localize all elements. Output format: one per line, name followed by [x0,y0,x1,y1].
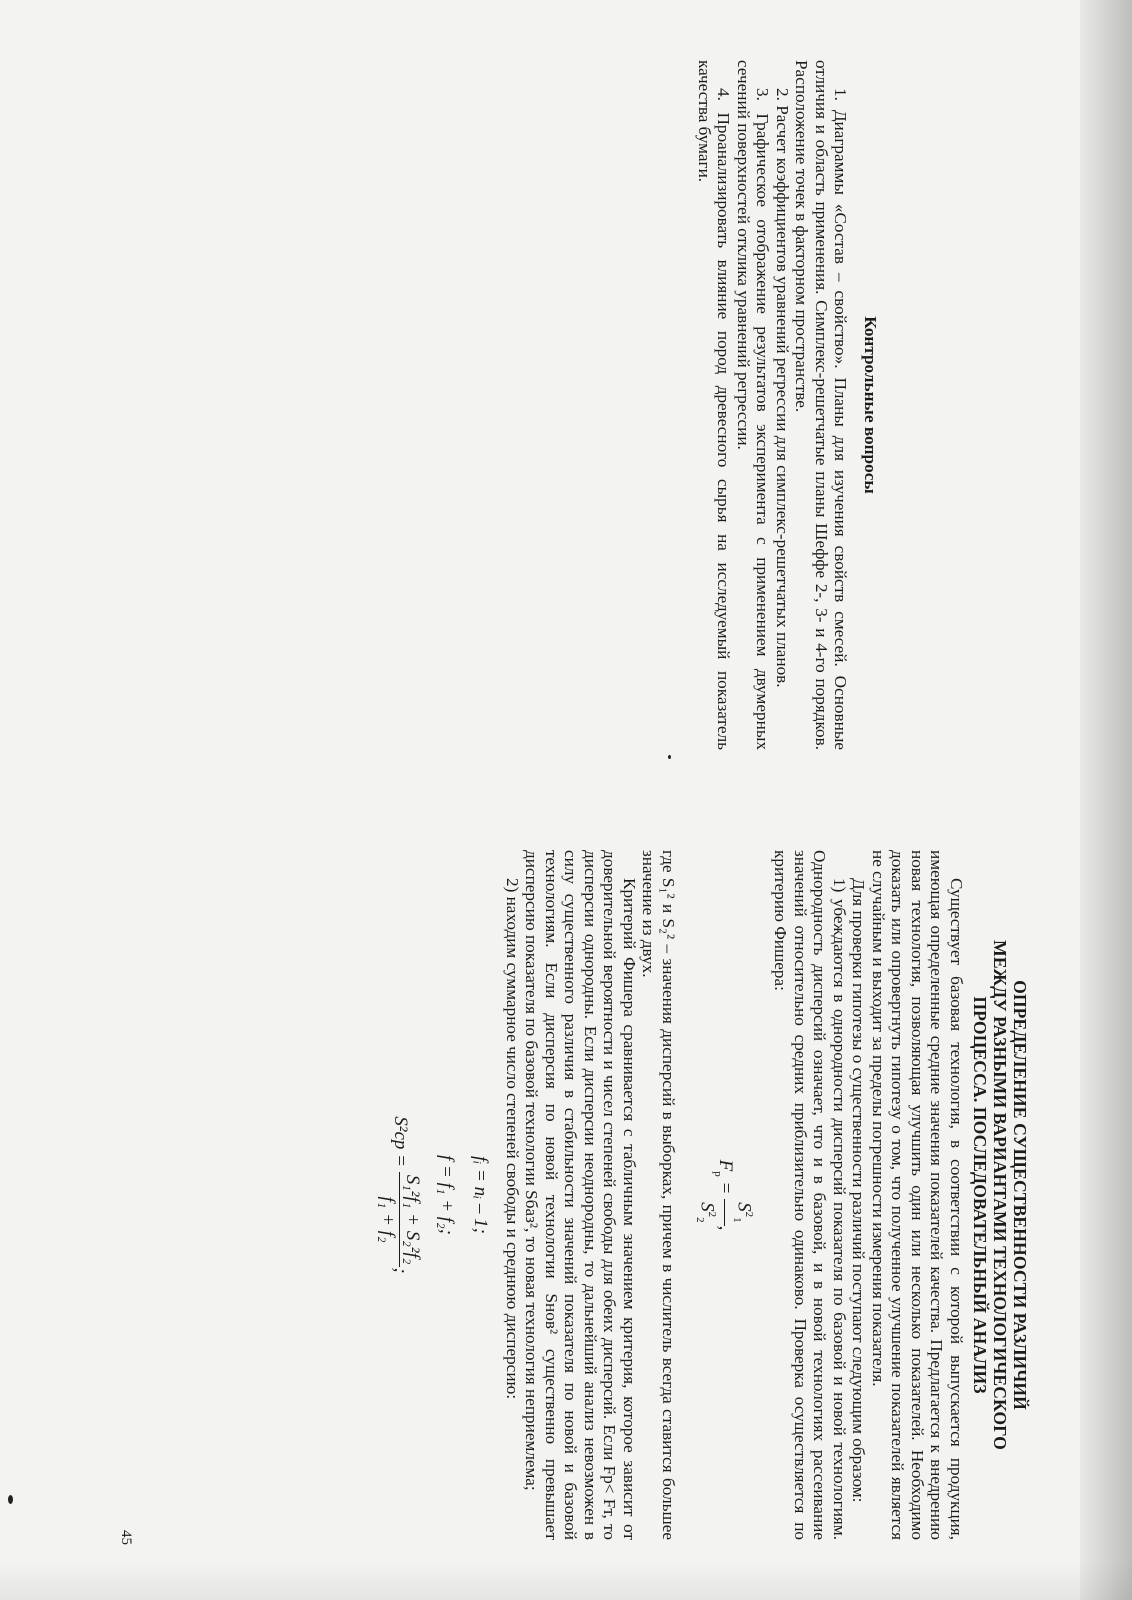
equation-fi: fᵢ = nᵢ – 1; [470,1156,492,1234]
questions-column [695,60,1031,750]
paragraph: 2) находим суммарное число степеней свободы и среднюю дисперсию: [502,878,522,1400]
question-item: 3. Графическое отображение результатов эксперимента с применением двумерных сечений поверхностей отклика уравнений регрессии. [734,60,773,750]
equation-f: f = f₁ + f₂; [436,1154,458,1236]
section-title [970,850,1030,1540]
scan-speck [668,755,671,759]
equation-mean-variance: S²ср = S₁²f₁ + S₂²f₂ f₁ + f₂ ; [377,1116,424,1274]
fisher-fraction: $S^2_1$ $S^2_2$ [688,1199,761,1226]
section-title-line: МЕЖДУ РАЗНЫМИ ВАРИАНТАМИ ТЕХНОЛОГИЧЕСКОГО [990,940,1010,1450]
scan-speck [8,1495,13,1504]
section-title-line: ОПРЕДЕЛЕНИЕ СУЩЕСТВЕННОСТИ РАЗЛИЧИЙ [1010,980,1030,1410]
scanned-page [118,60,1030,1545]
mean-variance-fraction: S₁²f₁ + S₂²f₂ f₁ + f₂ [375,1172,424,1268]
question-item: 1. Диаграммы «Состав – свойство». Планы для изучения свойств смесей. Основные отличия и область применения. Симплекс-решетчатые планы Шеффе 2-, 3- и 4-го порядков. Расположение точек в факторном пространстве. [792,60,851,750]
scan-shadow-right [1080,0,1132,1600]
paragraph: где S₁² и S₂² – значения дисперсий в выборках, причем в числитель всегда ставится большее значение из двух. [639,850,678,1540]
scan-shadow-bottom [0,1560,1132,1600]
paragraph: Существует базовая технология, в соответствии с которой выпускается продукция, имеющая определенные средние значения показателей качества. Предлагается к внедрению новая технология, позволяющая улучшить один или несколько показателей. Необходимо доказать или опровергнуть гипотезу о том, что полученное улучшение показателей является не случайным и выходит за пределы погрешности измерения показателя. [869,850,966,1540]
question-item: 4. Проанализировать влияние пород древесного сырья на исследуемый показатель качества бумаги. [695,60,734,750]
page-number: 45 [118,1530,134,1545]
section-column [365,850,1030,1540]
question-item: 2. Расчет коэффициентов уравнений регрессии для симплекс-решетчатых планов. [773,88,792,688]
section-title-line: ПРОЦЕССА. ПОСЛЕДОВАТЕЛЬНЫЙ АНАЛИЗ [970,996,990,1394]
paragraph: Критерий Фишера сравнивается с табличным значением критерия, которое зависит от доверительной вероятности и чисел степеней свободы для обеих дисперсий. Если Fр< Fт, то дисперсии однородны. Если дисперсии неоднородны, то дальнейший анализ невозможен в силу существенного различия в стабильности значений показателя по новой и базовой технологиям. Если дисперсия по новой технологии Sнов² существенно превышает дисперсию показателя по базовой технологии Sбаз², то новая технология неприемлема; [522,850,639,1540]
paragraph: Для проверки гипотезы о существенности различий поступают следующим образом: [849,878,869,1503]
fisher-formula: $F_p$ = $S^2_1$ $S^2_2$ , [688,850,761,1540]
paragraph: 1) убеждаются в однородности дисперсий показателя по базовой и новой технологиям. Однородность дисперсий означает, что и в базовой, и в новой технологиях рассеивание значений относительно средних приблизительно одинаково. Проверка осуществляется по критерию Фишера: [771,850,849,1540]
questions-title: Контрольные вопросы [861,316,880,494]
